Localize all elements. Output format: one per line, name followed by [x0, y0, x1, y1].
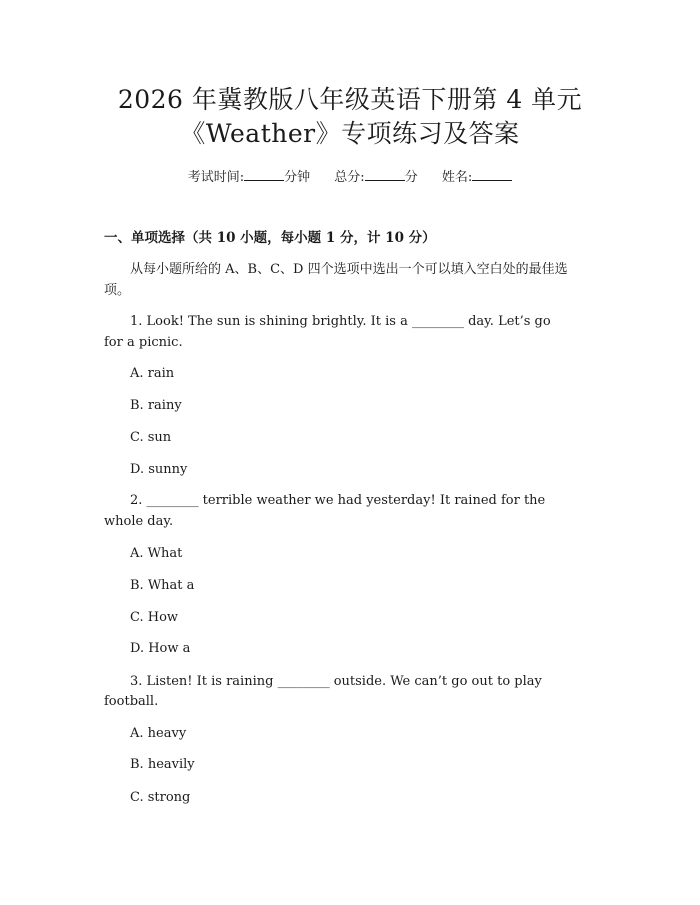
- question-3-stem-line-1: 3. Listen! It is raining ________ outside. We can’t go out to play: [130, 674, 542, 689]
- question-2-option-d: D. How a: [130, 641, 191, 656]
- document-title-line-2: 《Weather》专项练习及答案: [180, 119, 520, 148]
- total-score-unit: 分: [404, 170, 418, 185]
- question-1-option-a: A. rain: [130, 366, 175, 381]
- question-1-stem-line-1: 1. Look! The sun is shining brightly. It is a ________ day. Let’s go: [130, 314, 551, 329]
- total-score-field: [334, 168, 417, 187]
- question-1-option-c: C. sun: [130, 430, 172, 445]
- question-2-option-c: C. How: [130, 610, 179, 625]
- total-score-blank: [365, 168, 405, 181]
- section-heading: 一、单项选择（共 10 小题，每小题 1 分，计 10 分）: [104, 230, 436, 246]
- question-1-stem-line-2: for a picnic.: [104, 335, 183, 350]
- question-3-option-c: C. strong: [130, 790, 191, 805]
- question-1-option-d: D. sunny: [130, 462, 188, 477]
- question-2-stem-line-1: 2. ________ terrible weather we had yesterday! It rained for the: [130, 493, 546, 508]
- exam-info-row: [0, 168, 700, 187]
- exam-time-label: 考试时间:: [187, 170, 245, 185]
- total-score-label: 总分:: [334, 170, 365, 185]
- question-3-stem-line-2: football.: [104, 694, 159, 709]
- name-blank: [472, 168, 512, 181]
- question-1-option-b: B. rainy: [130, 398, 182, 413]
- question-2-stem-line-2: whole day.: [104, 514, 174, 529]
- instruction-line-1: 从每小题所给的 A、B、C、D 四个选项中选出一个可以填入空白处的最佳选: [130, 262, 568, 277]
- question-2-option-a: A. What: [130, 546, 183, 561]
- exam-time-unit: 分钟: [284, 170, 311, 185]
- section-instruction: [104, 259, 594, 301]
- question-2-option-b: B. What a: [130, 578, 195, 593]
- exam-time-field: [188, 168, 310, 187]
- document-title-line-1: 2026 年冀教版八年级英语下册第 4 单元: [117, 85, 583, 114]
- name-field: [442, 168, 512, 187]
- question-3-option-a: A. heavy: [130, 726, 187, 741]
- question-3-option-b: B. heavily: [130, 757, 195, 772]
- name-label: 姓名:: [441, 170, 473, 185]
- instruction-line-2: 项。: [104, 283, 131, 298]
- exam-time-blank: [244, 168, 284, 181]
